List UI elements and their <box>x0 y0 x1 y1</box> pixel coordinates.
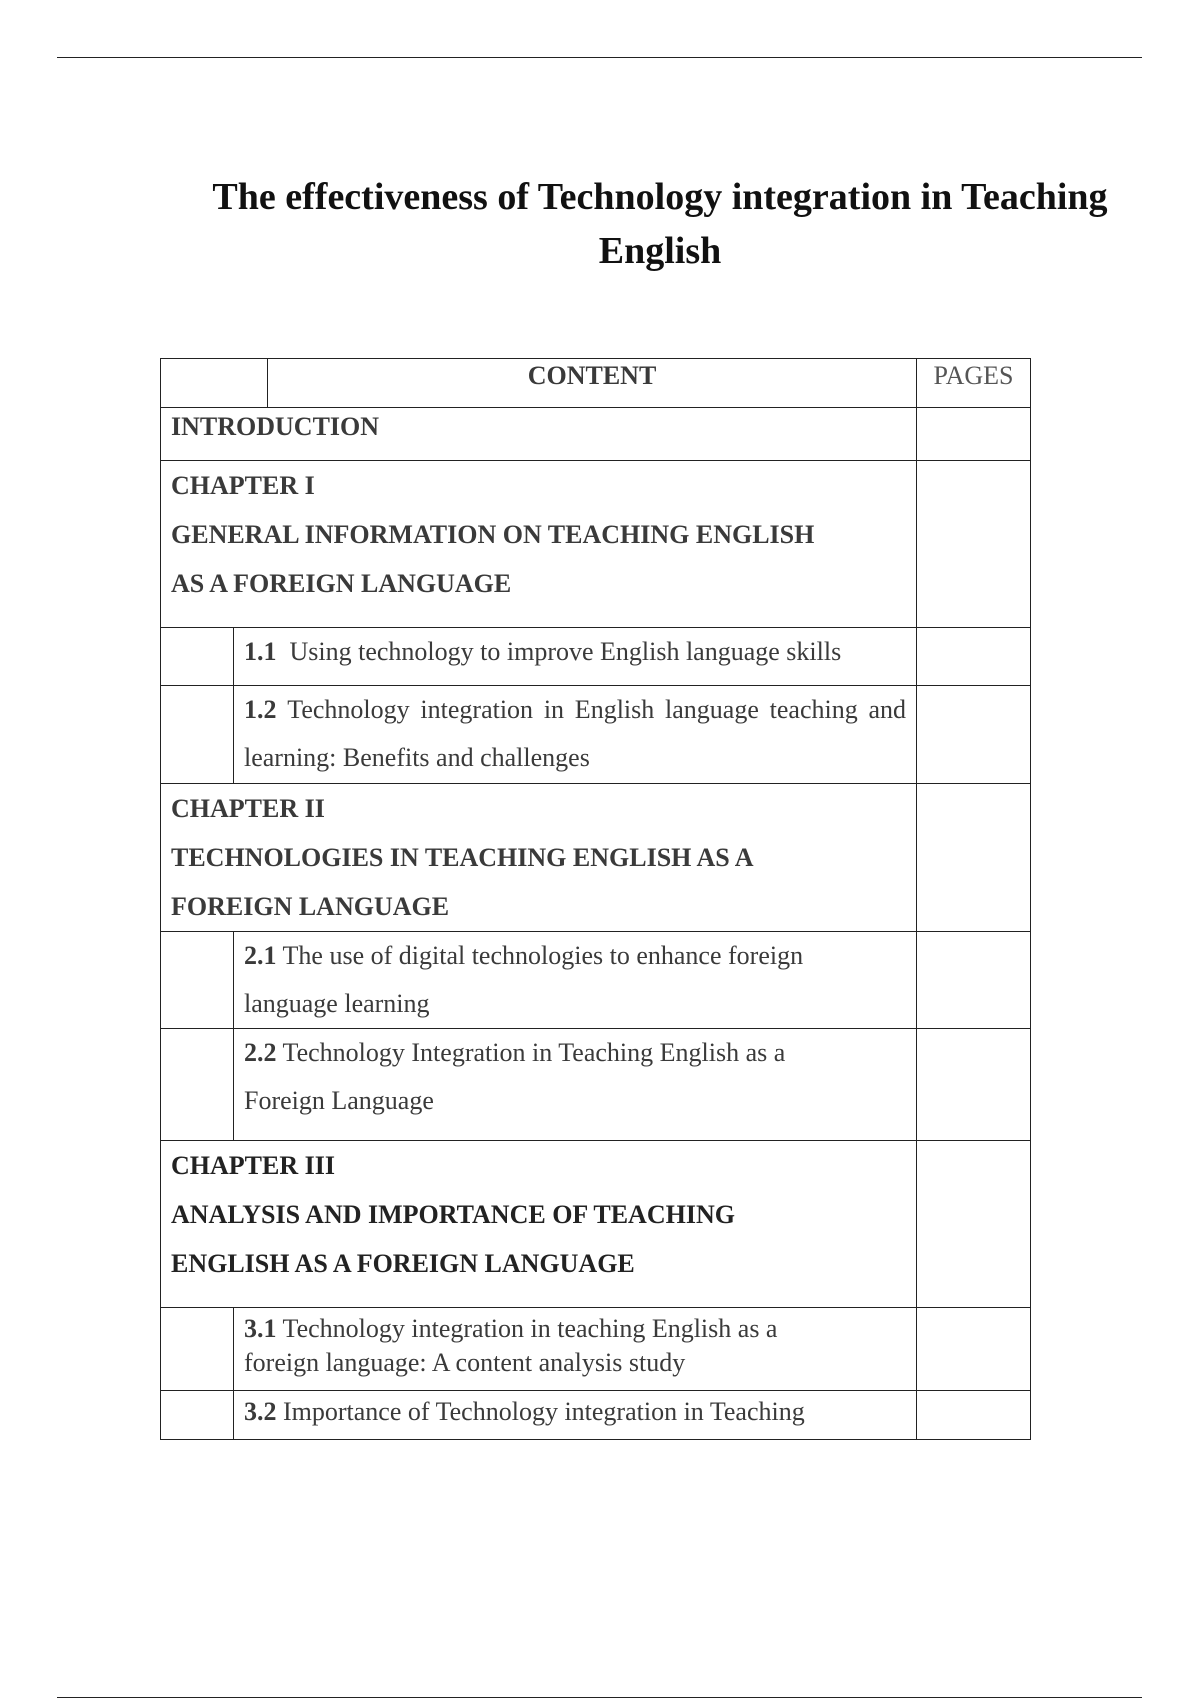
section-1-1-entry <box>234 628 917 686</box>
indent-cell <box>161 932 234 1029</box>
chapter-2-title-line-2: FOREIGN LANGUAGE <box>171 892 450 921</box>
page-cell <box>917 628 1031 686</box>
section-2-2-entry <box>234 1029 917 1141</box>
indent-cell <box>161 1308 234 1391</box>
page-cell <box>917 1308 1031 1391</box>
section-number: 2.1 <box>244 941 277 970</box>
chapter-2-entry <box>161 784 917 932</box>
indent-cell <box>161 1029 234 1141</box>
section-title: Technology integration in teaching English as a foreign language: A content analysis study <box>244 1314 778 1377</box>
toc-row-section-2-1 <box>161 932 1031 1029</box>
toc-header-row <box>161 359 1031 408</box>
toc-row-section-2-2 <box>161 1029 1031 1141</box>
section-title: Technology Integration in Teaching English as a Foreign Language <box>244 1038 786 1115</box>
section-number: 3.1 <box>244 1314 277 1343</box>
page-cell <box>917 461 1031 628</box>
toc-row-section-1-2 <box>161 686 1031 784</box>
chapter-3-entry <box>161 1141 917 1308</box>
toc-row-section-3-2 <box>161 1391 1031 1440</box>
section-3-2-entry <box>234 1391 917 1440</box>
page-cell <box>917 408 1031 461</box>
chapter-3-label: CHAPTER III <box>171 1151 335 1180</box>
bottom-rule <box>57 1697 1142 1698</box>
page-cell <box>917 1391 1031 1440</box>
indent-cell <box>161 1391 234 1440</box>
chapter-2-label: CHAPTER II <box>171 794 325 823</box>
chapter-1-title-line-2: AS A FOREIGN LANGUAGE <box>171 569 512 598</box>
chapter-3-title-line-2: ENGLISH AS A FOREIGN LANGUAGE <box>171 1249 635 1278</box>
section-number: 1.2 <box>244 695 277 724</box>
toc-row-chapter-1 <box>161 461 1031 628</box>
document-title: The effectiveness of Technology integration in Teaching English <box>212 176 1108 272</box>
toc-row-chapter-2 <box>161 784 1031 932</box>
indent-cell <box>161 686 234 784</box>
section-number: 3.2 <box>244 1397 277 1426</box>
toc-header-content: CONTENT <box>268 359 917 408</box>
toc-row-chapter-3 <box>161 1141 1031 1308</box>
page-cell <box>917 686 1031 784</box>
section-title: Technology integration in English language teaching and learning: Benefits and challenges <box>244 695 907 772</box>
toc-header-blank <box>161 359 268 408</box>
page-cell <box>917 1141 1031 1308</box>
page-cell <box>917 932 1031 1029</box>
section-number: 1.1 <box>244 637 277 666</box>
introduction-entry: INTRODUCTION <box>161 408 917 461</box>
chapter-3-title-line-1: ANALYSIS AND IMPORTANCE OF TEACHING <box>171 1200 735 1229</box>
toc-row-section-1-1 <box>161 628 1031 686</box>
toc-row-introduction <box>161 408 1031 461</box>
section-title: Importance of Technology integration in Teaching <box>283 1397 805 1426</box>
toc-header-pages: PAGES <box>917 359 1031 408</box>
chapter-1-title-line-1: GENERAL INFORMATION ON TEACHING ENGLISH <box>171 520 815 549</box>
section-title: The use of digital technologies to enhance foreign language learning <box>244 941 804 1018</box>
section-1-2-entry <box>234 686 917 784</box>
section-3-1-entry <box>234 1308 917 1391</box>
top-rule <box>57 57 1142 58</box>
section-title: Using technology to improve English language skills <box>289 637 842 666</box>
section-2-1-entry <box>234 932 917 1029</box>
chapter-1-entry <box>161 461 917 628</box>
toc-row-section-3-1 <box>161 1308 1031 1391</box>
table-of-contents <box>160 358 1031 1440</box>
chapter-2-title-line-1: TECHNOLOGIES IN TEACHING ENGLISH AS A <box>171 843 754 872</box>
page-cell <box>917 784 1031 932</box>
indent-cell <box>161 628 234 686</box>
section-number: 2.2 <box>244 1038 277 1067</box>
page-cell <box>917 1029 1031 1141</box>
chapter-1-label: CHAPTER I <box>171 471 315 500</box>
